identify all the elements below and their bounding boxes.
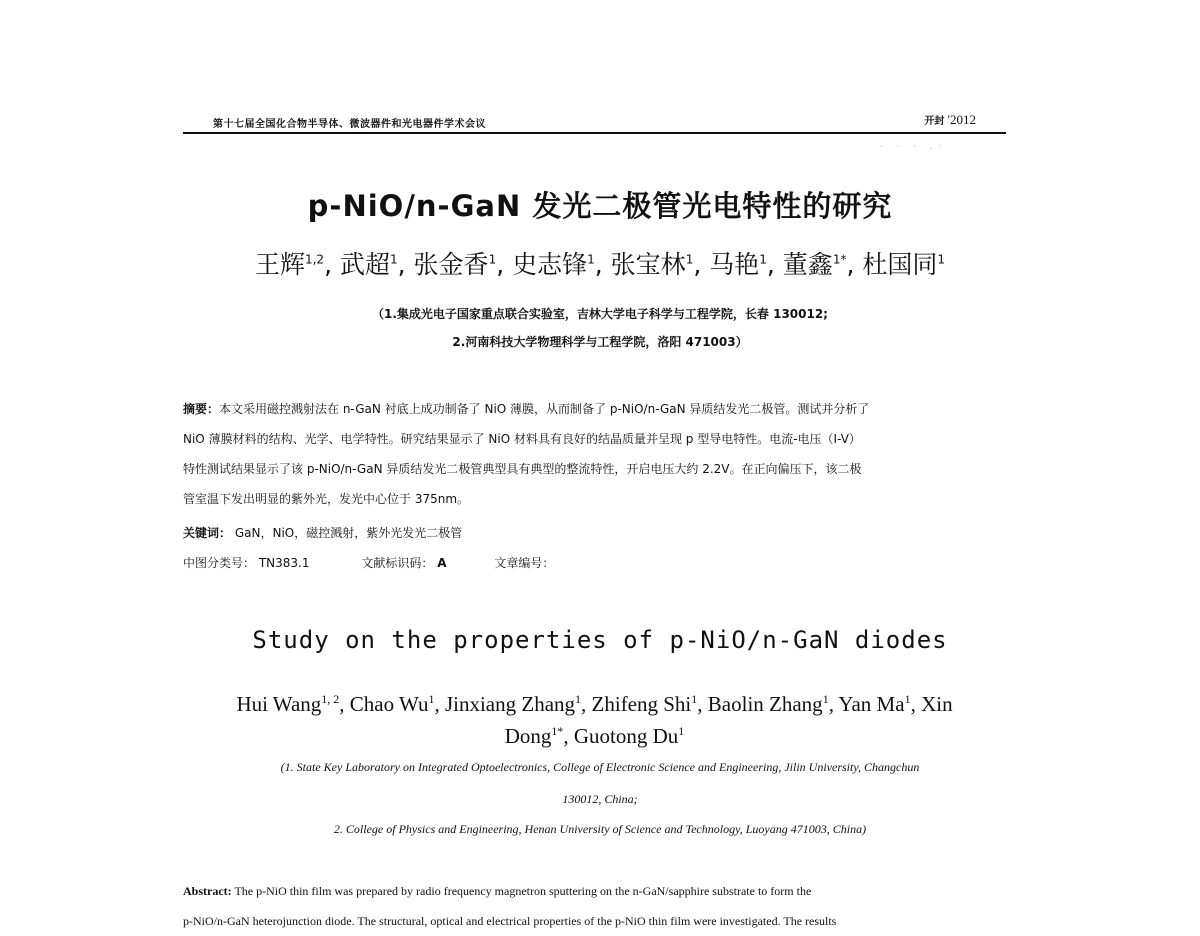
author-name-en: Xin: [921, 692, 953, 716]
author-affiliation-mark: 1: [488, 252, 497, 267]
chinese-affiliation-2: 2.河南科技大学物理科学与工程学院，洛阳 471003）: [452, 335, 748, 349]
class-label: 中图分类号：: [183, 556, 256, 570]
english-title: Study on the properties of p-NiO/n-GaN diodes: [252, 626, 948, 654]
author-affiliation-mark: 1: [822, 692, 829, 706]
abstract-label-en: Abstract:: [183, 884, 232, 898]
english-affiliation-1: (1. State Key Laboratory on Integrated Optoelectronics, College of Electronic Science and Engineering, Jilin University, Changchun: [280, 760, 920, 774]
author-separator: ,: [910, 692, 922, 716]
author-affiliation-mark: 1: [587, 252, 595, 267]
author-separator: ,: [828, 692, 839, 716]
scan-noise: · · · .·: [880, 142, 947, 151]
author-name-cn: 史志锋: [512, 250, 588, 279]
author-affiliation-mark: 1: [428, 692, 435, 706]
author-name-cn: 王辉: [254, 250, 305, 279]
author-name-cn: 马艳: [709, 250, 760, 279]
author-affiliation-mark: 1: [685, 252, 694, 267]
author-separator: ,: [496, 250, 513, 279]
author-name-en: Hui Wang: [236, 692, 322, 716]
author-separator: ,: [697, 692, 708, 716]
author-affiliation-mark: 1: [575, 692, 582, 706]
english-authors-line2: [183, 724, 1006, 749]
author-name-en: Chao Wu: [349, 692, 429, 716]
english-abstract-line: p-NiO/n-GaN heterojunction diode. The structural, optical and electrical properties of the p-NiO thin film were investigated. The results: [183, 914, 837, 928]
english-affiliation-1-cont: 130012, China;: [562, 792, 638, 806]
doc-value: A: [437, 556, 447, 570]
chinese-abstract-line: 特性测试结果显示了该 p-NiO/n-GaN 异质结发光二极管典型具有典型的整流特性，开启电压大约 2.2V。在正向偏压下，该二极: [183, 462, 862, 476]
chinese-authors: [0, 245, 1200, 281]
conference-name: 第十七届全国化合物半导体、微波器件和光电器件学术会议: [213, 119, 486, 130]
author-affiliation-mark: 1*: [551, 724, 564, 738]
chinese-abstract-line: 管室温下发出明显的紫外光，发光中心位于 375nm。: [183, 492, 470, 506]
author-affiliation-mark: 1: [678, 724, 685, 738]
author-separator: ,: [581, 692, 592, 716]
author-name-cn: 张金香: [413, 250, 489, 279]
article-label: 文章编号：: [494, 556, 555, 570]
english-authors-line1: [183, 692, 1006, 717]
author-separator: ,: [324, 250, 340, 279]
author-separator: ,: [397, 250, 414, 279]
header-year: '2012: [947, 112, 976, 127]
author-separator: ,: [563, 724, 574, 748]
header-venue: [924, 112, 976, 128]
author-separator: ,: [693, 250, 710, 279]
author-affiliation-mark: 1: [759, 252, 767, 267]
author-name-cn: 武超: [339, 250, 390, 279]
author-separator: ,: [434, 692, 445, 716]
chinese-abstract-line: [183, 400, 1006, 417]
chinese-affiliation-1: （1.集成光电子国家重点联合实验室，吉林大学电子科学与工程学院，长春 130012;: [372, 307, 828, 321]
english-affiliation-2: 2. College of Physics and Engineering, Henan University of Science and Technology, Luoyang 471003, China): [333, 822, 867, 836]
chinese-abstract-line: NiO 薄膜材料的结构、光学、电学特性。研究结果显示了 NiO 材料具有良好的结晶质量并呈现 p 型导电特性。电流-电压（I-V）: [183, 432, 861, 446]
author-separator: ,: [339, 692, 350, 716]
author-name-en: Yan Ma: [838, 692, 905, 716]
author-name-en: Zhifeng Shi: [591, 692, 692, 716]
author-separator: ,: [594, 250, 611, 279]
header-city: 开封: [924, 116, 945, 127]
author-name-cn: 杜国同: [862, 250, 938, 279]
author-affiliation-mark: 1: [904, 692, 911, 706]
author-affiliation-mark: 1, 2: [321, 692, 340, 706]
author-name-en: Baolin Zhang: [707, 692, 823, 716]
author-separator: ,: [846, 250, 863, 279]
author-affiliation-mark: 1,2: [304, 252, 325, 267]
keywords-value-cn: GaN，NiO，磁控溅射，紫外光发光二极管: [234, 526, 463, 540]
abstract-text-cn: 本文采用磁控溅射法在 n-GaN 衬底上成功制备了 NiO 薄膜，从而制备了 p-NiO/n-GaN 异质结发光二极管。测试并分析了: [219, 402, 870, 416]
author-name-cn: 董鑫: [782, 250, 833, 279]
author-affiliation-mark: 1: [390, 252, 398, 267]
chinese-keywords: [183, 524, 1006, 541]
author-name-en: Guotong Du: [573, 724, 679, 748]
class-value: TN383.1: [258, 556, 310, 570]
author-separator: ,: [766, 250, 783, 279]
abstract-text-en: The p-NiO thin film was prepared by radio frequency magnetron sputtering on the n-GaN/sapphire substrate to form the: [231, 884, 812, 898]
author-affiliation-mark: 1: [937, 252, 946, 267]
author-affiliation-mark: 1: [691, 692, 698, 706]
author-name-en: Dong: [504, 724, 552, 748]
abstract-label-cn: 摘要：: [183, 402, 220, 416]
keywords-label-cn: 关键词：: [183, 526, 232, 540]
author-name-cn: 张宝林: [610, 250, 686, 279]
author-affiliation-mark: 1*: [832, 252, 847, 267]
running-header: [183, 112, 1006, 134]
author-name-en: Jinxiang Zhang: [444, 692, 576, 716]
classification-line: [183, 554, 1006, 571]
doc-label: 文献标识码：: [361, 556, 434, 570]
chinese-title: p-NiO/n-GaN 发光二极管光电特性的研究: [307, 189, 893, 223]
english-abstract-line: [183, 884, 1006, 899]
